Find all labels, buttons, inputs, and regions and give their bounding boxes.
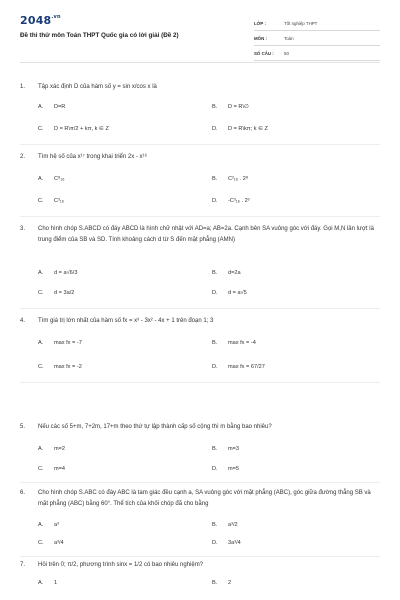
option-b[interactable] xyxy=(212,270,241,276)
option-text: 2 xyxy=(228,580,232,586)
logo-suffix: .vn xyxy=(51,14,61,20)
option-text: max fx = -2 xyxy=(54,364,82,370)
option-label: D. xyxy=(212,126,218,132)
logo-main: 2048 xyxy=(20,14,52,27)
option-text: C³₁₆ xyxy=(54,198,65,204)
option-d[interactable] xyxy=(212,466,239,472)
option-label: A. xyxy=(38,104,44,110)
question-divider xyxy=(20,144,380,145)
option-c[interactable] xyxy=(38,126,109,132)
option-text: d = 3a/2 xyxy=(54,290,75,296)
option-b[interactable] xyxy=(212,104,249,110)
site-logo[interactable] xyxy=(20,14,61,27)
option-a[interactable] xyxy=(38,270,77,276)
option-label: B. xyxy=(212,270,218,276)
question-text: Tìm giá trị lớn nhất của hàm số fx = x³ - 3x² - 4x + 1 trên đoạn 1; 3 xyxy=(38,318,214,324)
question-number: 5. xyxy=(20,424,26,430)
option-text: D = R\kπ; k ∈ Z xyxy=(228,126,268,132)
option-text: max fx = -7 xyxy=(54,340,82,346)
option-d[interactable] xyxy=(212,126,268,132)
question-text: Tìm hệ số của x¹⁷ trong khai triển 2x - x¹⁶ xyxy=(38,154,148,160)
exam-meta xyxy=(254,16,380,61)
option-a[interactable] xyxy=(38,446,65,452)
option-d[interactable] xyxy=(212,290,247,296)
option-label: D. xyxy=(212,364,218,370)
option-text: m=4 xyxy=(54,466,66,472)
question-number: 4. xyxy=(20,318,26,324)
option-c[interactable] xyxy=(38,290,74,296)
option-label: C. xyxy=(38,290,44,296)
option-b[interactable] xyxy=(212,176,248,182)
option-text: max fx = 67/27 xyxy=(228,364,265,370)
option-c[interactable] xyxy=(38,466,65,472)
option-text: m=2 xyxy=(54,446,66,452)
option-label: C. xyxy=(38,126,44,132)
exam-title: Đề thi thử môn Toán THPT Quốc gia có lời giải (Đề 2) xyxy=(20,32,179,39)
meta-row-count xyxy=(254,46,380,61)
option-b[interactable] xyxy=(212,580,231,586)
option-d[interactable] xyxy=(212,198,250,204)
question-number: 3. xyxy=(20,226,26,232)
option-label: B. xyxy=(212,446,218,452)
option-label: D. xyxy=(212,198,218,204)
option-label: C. xyxy=(38,198,44,204)
question-text: Tập xác định D của hàm số y = sin x/cos x là xyxy=(38,84,157,90)
option-label: A. xyxy=(38,270,44,276)
meta-key: MÔN : xyxy=(254,35,267,41)
question-text: Cho hình chóp S.ABCD có đáy ABCD là hình chữ nhật với AD=a; AB=2a. Cạnh bên SA vuông góc với đáy. Gọi M,N lần lượt là trung điểm của SB và SD. Tính khoảng cách d từ S đến mặt phẳng (AMN) xyxy=(38,226,374,243)
question-text: Cho hình chóp S.ABC có đáy ABC là tam giác đều cạnh a, SA vuông góc với mặt phẳng (ABC), góc giữa đường thẳng SB và mặt phẳng (ABC) bằng 60°. Thể tích của khối chóp đã cho bằng xyxy=(38,490,371,507)
option-text: D = R\∅ xyxy=(228,104,249,110)
option-text: D=R xyxy=(54,104,66,110)
option-label: A. xyxy=(38,580,44,586)
option-label: B. xyxy=(212,104,218,110)
option-label: B. xyxy=(212,522,218,528)
option-a[interactable] xyxy=(38,340,82,346)
option-text: C⁸₁₆ xyxy=(54,176,65,182)
option-text: d = a√6/3 xyxy=(54,270,78,276)
option-c[interactable] xyxy=(38,198,64,204)
option-text: m=5 xyxy=(228,466,240,472)
meta-row-subject xyxy=(254,31,380,46)
option-a[interactable] xyxy=(38,104,65,110)
option-label: C. xyxy=(38,466,44,472)
option-a[interactable] xyxy=(38,580,57,586)
option-b[interactable] xyxy=(212,522,238,528)
option-a[interactable] xyxy=(38,522,59,528)
question-divider xyxy=(20,216,380,217)
option-label: D. xyxy=(212,466,218,472)
question-text: Nếu các số 5+m, 7+2m, 17+m theo thứ tự lập thành cấp số cộng thì m bằng bao nhiêu? xyxy=(38,424,272,430)
option-text: a³/2 xyxy=(228,522,238,528)
option-label: D. xyxy=(212,540,218,546)
option-b[interactable] xyxy=(212,446,239,452)
option-c[interactable] xyxy=(38,364,82,370)
meta-value: Toán xyxy=(284,35,294,41)
option-text: a³ xyxy=(54,522,59,528)
option-label: B. xyxy=(212,340,218,346)
option-text: -C³₁₆ . 2³ xyxy=(228,198,250,204)
option-label: B. xyxy=(212,580,218,586)
question-divider xyxy=(20,482,380,483)
option-label: A. xyxy=(38,176,44,182)
option-label: C. xyxy=(38,540,44,546)
option-text: a³/4 xyxy=(54,540,64,546)
option-text: m=3 xyxy=(228,446,240,452)
option-text: D = R\π/2 + kπ, k ∈ Z xyxy=(54,126,109,132)
option-text: 3a³/4 xyxy=(228,540,241,546)
header-divider xyxy=(20,62,380,63)
option-a[interactable] xyxy=(38,176,65,182)
option-label: A. xyxy=(38,446,44,452)
question-divider xyxy=(20,308,380,309)
meta-value: Tốt nghiệp THPT xyxy=(284,20,318,26)
question-divider xyxy=(20,382,380,383)
option-label: A. xyxy=(38,340,44,346)
option-label: B. xyxy=(212,176,218,182)
option-text: d = a√5 xyxy=(228,290,247,296)
question-number: 7. xyxy=(20,562,26,568)
question-text: Hỏi trên 0; π/2, phương trình sinx = 1/2 có bao nhiêu nghiệm? xyxy=(38,562,204,568)
option-text: max fx = -4 xyxy=(228,340,256,346)
option-d[interactable] xyxy=(212,364,265,370)
option-label: C. xyxy=(38,364,44,370)
meta-value: 50 xyxy=(284,50,289,56)
question-divider xyxy=(20,556,380,557)
meta-key: SỐ CÂU : xyxy=(254,50,274,56)
option-label: D. xyxy=(212,290,218,296)
meta-key: LỚP : xyxy=(254,20,266,26)
question-number: 6. xyxy=(20,490,26,496)
option-text: d=2a xyxy=(228,270,241,276)
meta-row-class xyxy=(254,16,380,31)
option-text: 1 xyxy=(54,580,58,586)
question-number: 2. xyxy=(20,154,26,160)
option-c[interactable] xyxy=(38,540,64,546)
option-label: A. xyxy=(38,522,44,528)
option-d[interactable] xyxy=(212,540,241,546)
option-b[interactable] xyxy=(212,340,256,346)
question-number: 1. xyxy=(20,84,26,90)
option-text: C²₁₆ . 2⁸ xyxy=(228,176,249,182)
